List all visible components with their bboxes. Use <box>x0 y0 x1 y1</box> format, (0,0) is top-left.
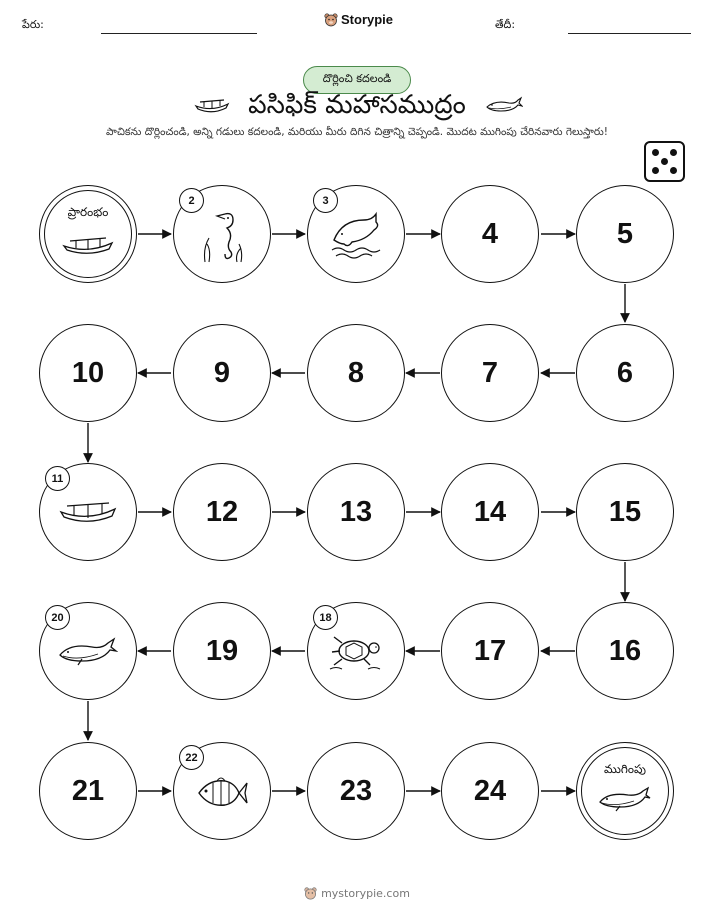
cell-number: 8 <box>347 356 365 389</box>
instructions: పాచికను దొర్లించండి, అన్ని గడులు కదలండి, మరియు మీరు దిగిన చిత్రాన్ని చెప్పండి. మొదట ముగింపు చేరినవారు గెలుస్తారు! <box>106 126 608 138</box>
bear-logo-icon <box>304 887 317 900</box>
cell-number: 7 <box>481 356 499 389</box>
dolphin-icon <box>326 210 386 260</box>
footer-url[interactable]: mystorypie.com <box>321 887 410 900</box>
cell-number: 9 <box>213 356 231 389</box>
cell-number: 19 <box>205 634 239 667</box>
cell-23[interactable] <box>307 742 405 840</box>
cell-number: 13 <box>339 495 373 528</box>
cell-4[interactable] <box>441 185 539 283</box>
cell-number: 20 <box>45 605 70 630</box>
cell-15[interactable] <box>576 463 674 561</box>
cell-22[interactable] <box>173 742 271 840</box>
cell-2[interactable] <box>173 185 271 283</box>
cell-12[interactable] <box>173 463 271 561</box>
whale-icon <box>58 637 118 667</box>
footer <box>0 887 714 900</box>
cell-number: 4 <box>481 217 499 250</box>
cell-10[interactable] <box>39 324 137 422</box>
cell-number: 17 <box>473 634 507 667</box>
cell-21[interactable] <box>39 742 137 840</box>
name-label: పేరు: <box>22 18 44 31</box>
cell-number: 23 <box>339 774 373 807</box>
cell-18[interactable] <box>307 602 405 700</box>
cell-5[interactable] <box>576 185 674 283</box>
date-label: తేదీ: <box>495 18 516 31</box>
cell-number: 18 <box>313 605 338 630</box>
cell-number: 12 <box>205 495 239 528</box>
start-cell[interactable] <box>39 185 137 283</box>
whale-icon <box>598 786 652 812</box>
canoe-icon <box>59 498 117 526</box>
finish-cell[interactable] <box>576 742 674 840</box>
turtle-icon <box>328 631 384 671</box>
cell-number: 6 <box>616 356 634 389</box>
cell-number: 16 <box>608 634 642 667</box>
cell-number: 11 <box>45 466 70 491</box>
cell-number: 22 <box>179 745 204 770</box>
cell-16[interactable] <box>576 602 674 700</box>
cell-number: 24 <box>473 774 507 807</box>
cell-number: 21 <box>71 774 105 807</box>
seahorse-icon <box>197 208 247 264</box>
page-title: పసిఫిక్ మహాసముద్రం <box>248 90 466 120</box>
cell-9[interactable] <box>173 324 271 422</box>
cell-number: 15 <box>608 495 642 528</box>
cell-6[interactable] <box>576 324 674 422</box>
start-label: ప్రారంభం <box>67 205 109 219</box>
cell-20[interactable] <box>39 602 137 700</box>
cell-13[interactable] <box>307 463 405 561</box>
cell-14[interactable] <box>441 463 539 561</box>
canoe-icon <box>62 233 114 257</box>
cell-number: 3 <box>313 188 338 213</box>
cell-19[interactable] <box>173 602 271 700</box>
cell-3[interactable] <box>307 185 405 283</box>
cell-17[interactable] <box>441 602 539 700</box>
cell-number: 5 <box>616 217 634 250</box>
cell-11[interactable] <box>39 463 137 561</box>
cell-8[interactable] <box>307 324 405 422</box>
fish-icon <box>195 773 249 813</box>
cell-7[interactable] <box>441 324 539 422</box>
roll-badge: దొర్లించి కదలండి <box>303 66 411 94</box>
finish-label: ముగింపు <box>604 762 646 776</box>
cell-24[interactable] <box>441 742 539 840</box>
cell-number: 14 <box>473 495 507 528</box>
cell-number: 10 <box>71 356 105 389</box>
cell-number: 2 <box>179 188 204 213</box>
brand-name: Storypie <box>341 12 394 27</box>
